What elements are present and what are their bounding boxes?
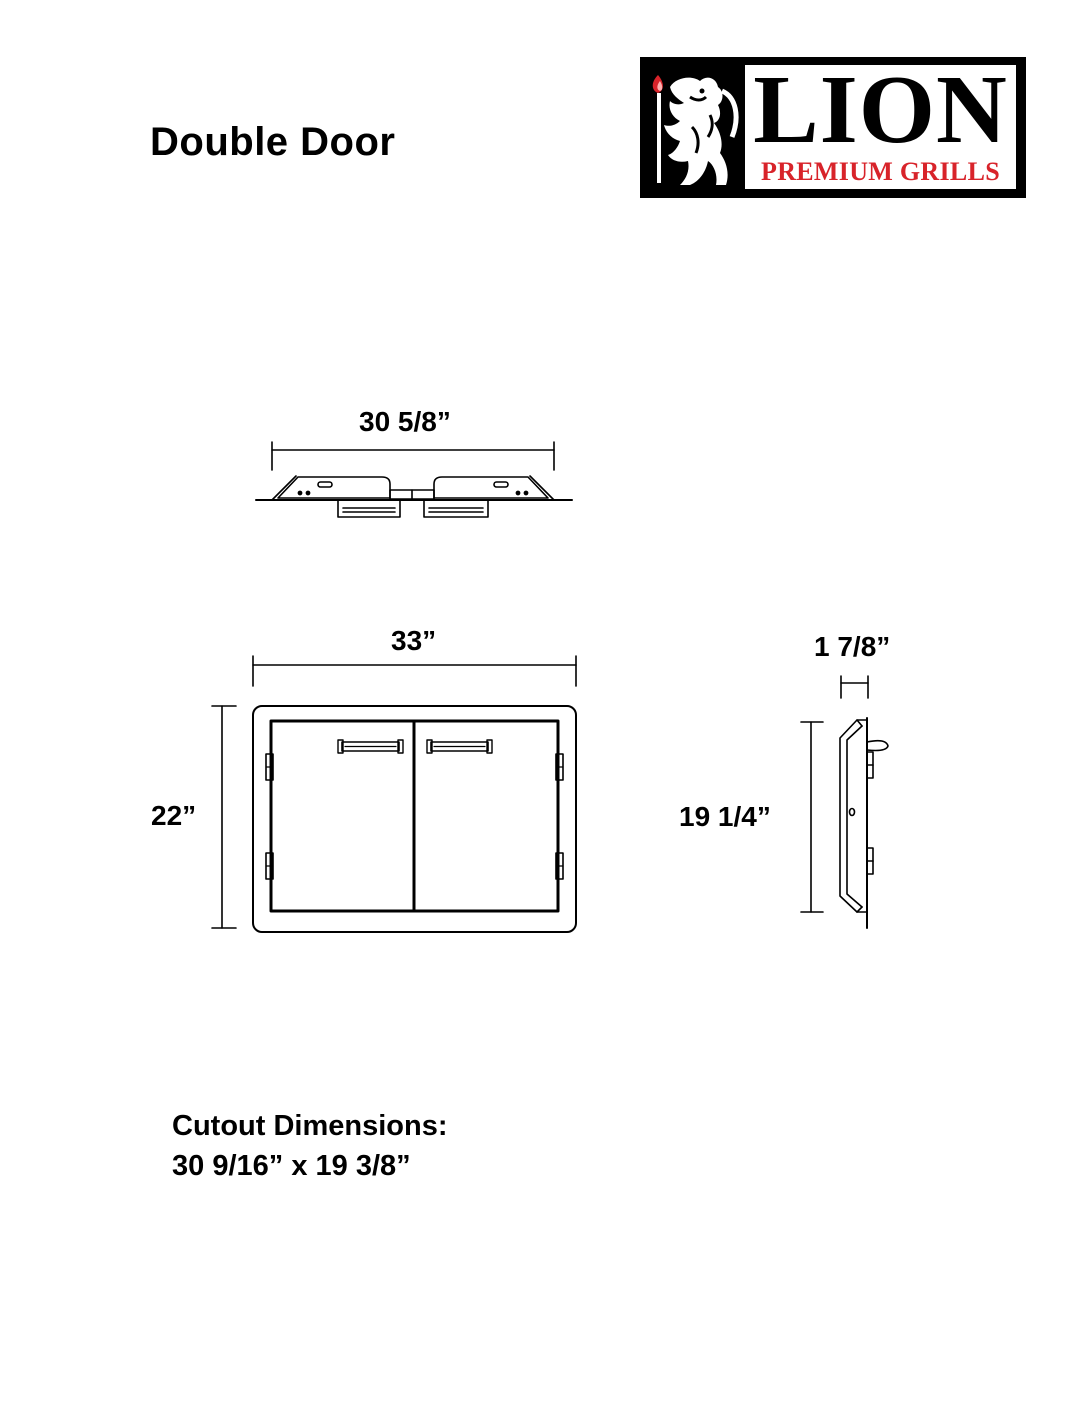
side-depth-label: 1 7/8”	[814, 631, 891, 662]
cutout-label: Cutout Dimensions:	[172, 1110, 448, 1142]
front-view-drawing	[212, 656, 576, 932]
front-width-label: 33”	[391, 625, 437, 656]
front-height-label: 22”	[151, 800, 197, 831]
side-view-drawing	[801, 676, 888, 928]
logo-tagline: PREMIUM GRILLS	[761, 157, 1000, 186]
side-height-label: 19 1/4”	[679, 801, 771, 832]
top-view-width-label: 30 5/8”	[359, 406, 451, 437]
cutout-value: 30 9/16” x 19 3/8”	[172, 1150, 411, 1182]
logo-wordmark: LION	[753, 56, 1008, 164]
page-title: Double Door	[150, 120, 396, 164]
top-view-drawing	[256, 442, 572, 517]
